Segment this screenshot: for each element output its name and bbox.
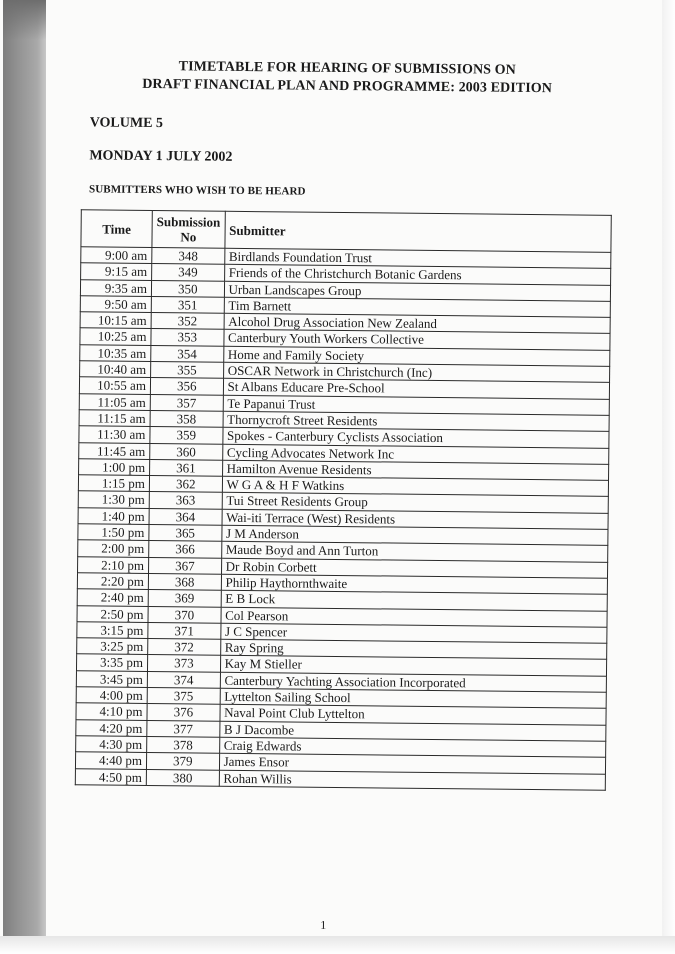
cell-time: 11:45 am bbox=[79, 442, 150, 459]
cell-time: 2:20 pm bbox=[77, 573, 148, 590]
cell-submitter: Birdlands Foundation Trust bbox=[224, 248, 611, 268]
cell-submitter: Urban Landscapes Group bbox=[224, 281, 611, 301]
cell-submission-no: 359 bbox=[150, 427, 223, 444]
cell-time: 11:15 am bbox=[79, 410, 150, 427]
cell-submitter: Tim Barnett bbox=[224, 297, 611, 317]
cell-submitter: Col Pearson bbox=[221, 607, 608, 627]
cell-submitter: Dr Robin Corbett bbox=[221, 558, 608, 578]
cell-submission-no: 350 bbox=[151, 280, 224, 297]
cell-time: 10:15 am bbox=[80, 312, 151, 329]
cell-submitter: Tui Street Residents Group bbox=[222, 493, 609, 513]
cell-submission-no: 363 bbox=[149, 492, 222, 509]
cell-submitter: Hamilton Avenue Residents bbox=[222, 460, 609, 480]
cell-submission-no: 353 bbox=[151, 329, 224, 346]
table-header-row bbox=[81, 210, 611, 253]
cell-time: 4:30 pm bbox=[76, 736, 147, 753]
cell-time: 1:40 pm bbox=[78, 508, 149, 525]
cell-time: 4:10 pm bbox=[76, 703, 147, 720]
header-time: Time bbox=[81, 210, 152, 248]
cell-time: 3:15 pm bbox=[77, 622, 148, 639]
cell-time: 1:15 pm bbox=[78, 475, 149, 492]
cell-submitter: Alcohol Drug Association New Zealand bbox=[224, 313, 611, 333]
cell-submitter: Thornycroft Street Residents bbox=[223, 411, 610, 431]
cell-submission-no: 362 bbox=[149, 476, 222, 493]
cell-time: 3:25 pm bbox=[77, 638, 148, 655]
cell-submitter: Kay M Stieller bbox=[220, 656, 607, 676]
cell-time: 9:00 am bbox=[81, 247, 152, 264]
cell-submitter: Spokes - Canterbury Cyclists Association bbox=[222, 428, 609, 448]
header-submission-no-line2: No bbox=[180, 229, 197, 245]
cell-submitter: OSCAR Network in Christchurch (Inc) bbox=[223, 362, 610, 382]
cell-submission-no: 368 bbox=[148, 573, 221, 590]
cell-submitter: Naval Point Club Lyttelton bbox=[220, 705, 607, 725]
timetable-body bbox=[75, 247, 611, 790]
cell-submission-no: 369 bbox=[148, 590, 221, 607]
cell-submission-no: 348 bbox=[152, 248, 225, 265]
cell-submission-no: 367 bbox=[149, 557, 222, 574]
cell-submitter: Maude Boyd and Ann Turton bbox=[221, 542, 608, 562]
cell-time: 11:30 am bbox=[79, 426, 150, 443]
cell-time: 2:40 pm bbox=[77, 589, 148, 606]
cell-submission-no: 349 bbox=[152, 264, 225, 281]
submitters-subheading: SUBMITTERS WHO WISH TO BE HEARD bbox=[88, 183, 306, 198]
cell-time: 10:35 am bbox=[80, 345, 151, 362]
document-title bbox=[112, 58, 582, 99]
cell-time: 2:00 pm bbox=[78, 540, 149, 557]
header-submission-no bbox=[152, 211, 225, 249]
cell-time: 2:50 pm bbox=[77, 605, 148, 622]
cell-submission-no: 356 bbox=[150, 378, 223, 395]
cell-submitter: Philip Haythornthwaite bbox=[221, 574, 608, 594]
title-line-1: TIMETABLE FOR HEARING OF SUBMISSIONS ON bbox=[178, 59, 516, 78]
cell-submission-no: 361 bbox=[150, 459, 223, 476]
cell-time: 1:00 pm bbox=[79, 459, 150, 476]
header-submission-no-line1: Submission bbox=[156, 214, 221, 230]
cell-submission-no: 364 bbox=[149, 508, 222, 525]
cell-submission-no: 351 bbox=[151, 296, 224, 313]
cell-submission-no: 374 bbox=[147, 671, 220, 688]
cell-time: 10:25 am bbox=[80, 328, 151, 345]
cell-submission-no: 357 bbox=[150, 394, 223, 411]
cell-submission-no: 366 bbox=[149, 541, 222, 558]
cell-submission-no: 355 bbox=[151, 362, 224, 379]
cell-time: 1:50 pm bbox=[78, 524, 149, 541]
cell-submission-no: 376 bbox=[147, 704, 220, 721]
cell-submitter: Canterbury Yachting Association Incorporated bbox=[220, 672, 607, 692]
cell-submission-no: 373 bbox=[147, 655, 220, 672]
cell-time: 3:35 pm bbox=[76, 654, 147, 671]
cell-submitter: J C Spencer bbox=[220, 623, 607, 643]
cell-time: 10:40 am bbox=[80, 361, 151, 378]
cell-submitter: Home and Family Society bbox=[223, 346, 610, 366]
date-heading: MONDAY 1 JULY 2002 bbox=[89, 148, 233, 165]
cell-time: 4:00 pm bbox=[76, 687, 147, 704]
cell-submitter: B J Dacombe bbox=[219, 721, 606, 741]
cell-submission-no: 378 bbox=[147, 736, 220, 753]
cell-submission-no: 370 bbox=[148, 606, 221, 623]
cell-submitter: W G A & H F Watkins bbox=[222, 476, 609, 496]
cell-time: 9:50 am bbox=[80, 296, 151, 313]
cell-submission-no: 358 bbox=[150, 410, 223, 427]
cell-time: 4:50 pm bbox=[75, 768, 146, 785]
cell-submitter: Friends of the Christchurch Botanic Gardens bbox=[224, 265, 611, 285]
cell-submitter: Ray Spring bbox=[220, 639, 607, 659]
cell-submission-no: 371 bbox=[148, 622, 221, 639]
cell-submission-no: 354 bbox=[151, 345, 224, 362]
cell-submitter: Canterbury Youth Workers Collective bbox=[223, 330, 610, 350]
cell-time: 11:05 am bbox=[79, 393, 150, 410]
header-submitter: Submitter bbox=[225, 211, 612, 252]
cell-submission-no: 377 bbox=[147, 720, 220, 737]
cell-time: 9:15 am bbox=[81, 263, 152, 280]
cell-submitter: James Ensor bbox=[219, 753, 606, 773]
cell-time: 2:10 pm bbox=[78, 556, 149, 573]
timetable bbox=[75, 209, 612, 790]
cell-submission-no: 352 bbox=[151, 313, 224, 330]
cell-submitter: Cycling Advocates Network Inc bbox=[222, 444, 609, 464]
cell-time: 9:35 am bbox=[80, 279, 151, 296]
cell-time: 3:45 pm bbox=[76, 670, 147, 687]
cell-submitter: Wai-iti Terrace (West) Residents bbox=[222, 509, 609, 529]
cell-submitter: J M Anderson bbox=[221, 525, 608, 545]
cell-submitter: St Albans Educare Pre-School bbox=[223, 379, 610, 399]
cell-submission-no: 365 bbox=[149, 525, 222, 542]
cell-submitter: E B Lock bbox=[221, 590, 608, 610]
cell-time: 4:40 pm bbox=[75, 752, 146, 769]
cell-submission-no: 379 bbox=[146, 753, 219, 770]
cell-submission-no: 380 bbox=[146, 769, 219, 786]
cell-time: 4:20 pm bbox=[76, 719, 147, 736]
title-line-2: DRAFT FINANCIAL PLAN AND PROGRAMME: 2003 EDITION bbox=[142, 76, 553, 97]
page-number: 1 bbox=[320, 917, 327, 932]
cell-time: 10:55 am bbox=[79, 377, 150, 394]
cell-submitter: Rohan Willis bbox=[219, 770, 606, 790]
cell-submitter: Lyttelton Sailing School bbox=[220, 688, 607, 708]
cell-submission-no: 375 bbox=[147, 688, 220, 705]
cell-time: 1:30 pm bbox=[78, 491, 149, 508]
cell-submitter: Te Papanui Trust bbox=[223, 395, 610, 415]
cell-submission-no: 372 bbox=[148, 639, 221, 656]
cell-submission-no: 360 bbox=[150, 443, 223, 460]
volume-heading: VOLUME 5 bbox=[89, 115, 164, 132]
cell-submitter: Craig Edwards bbox=[219, 737, 606, 757]
